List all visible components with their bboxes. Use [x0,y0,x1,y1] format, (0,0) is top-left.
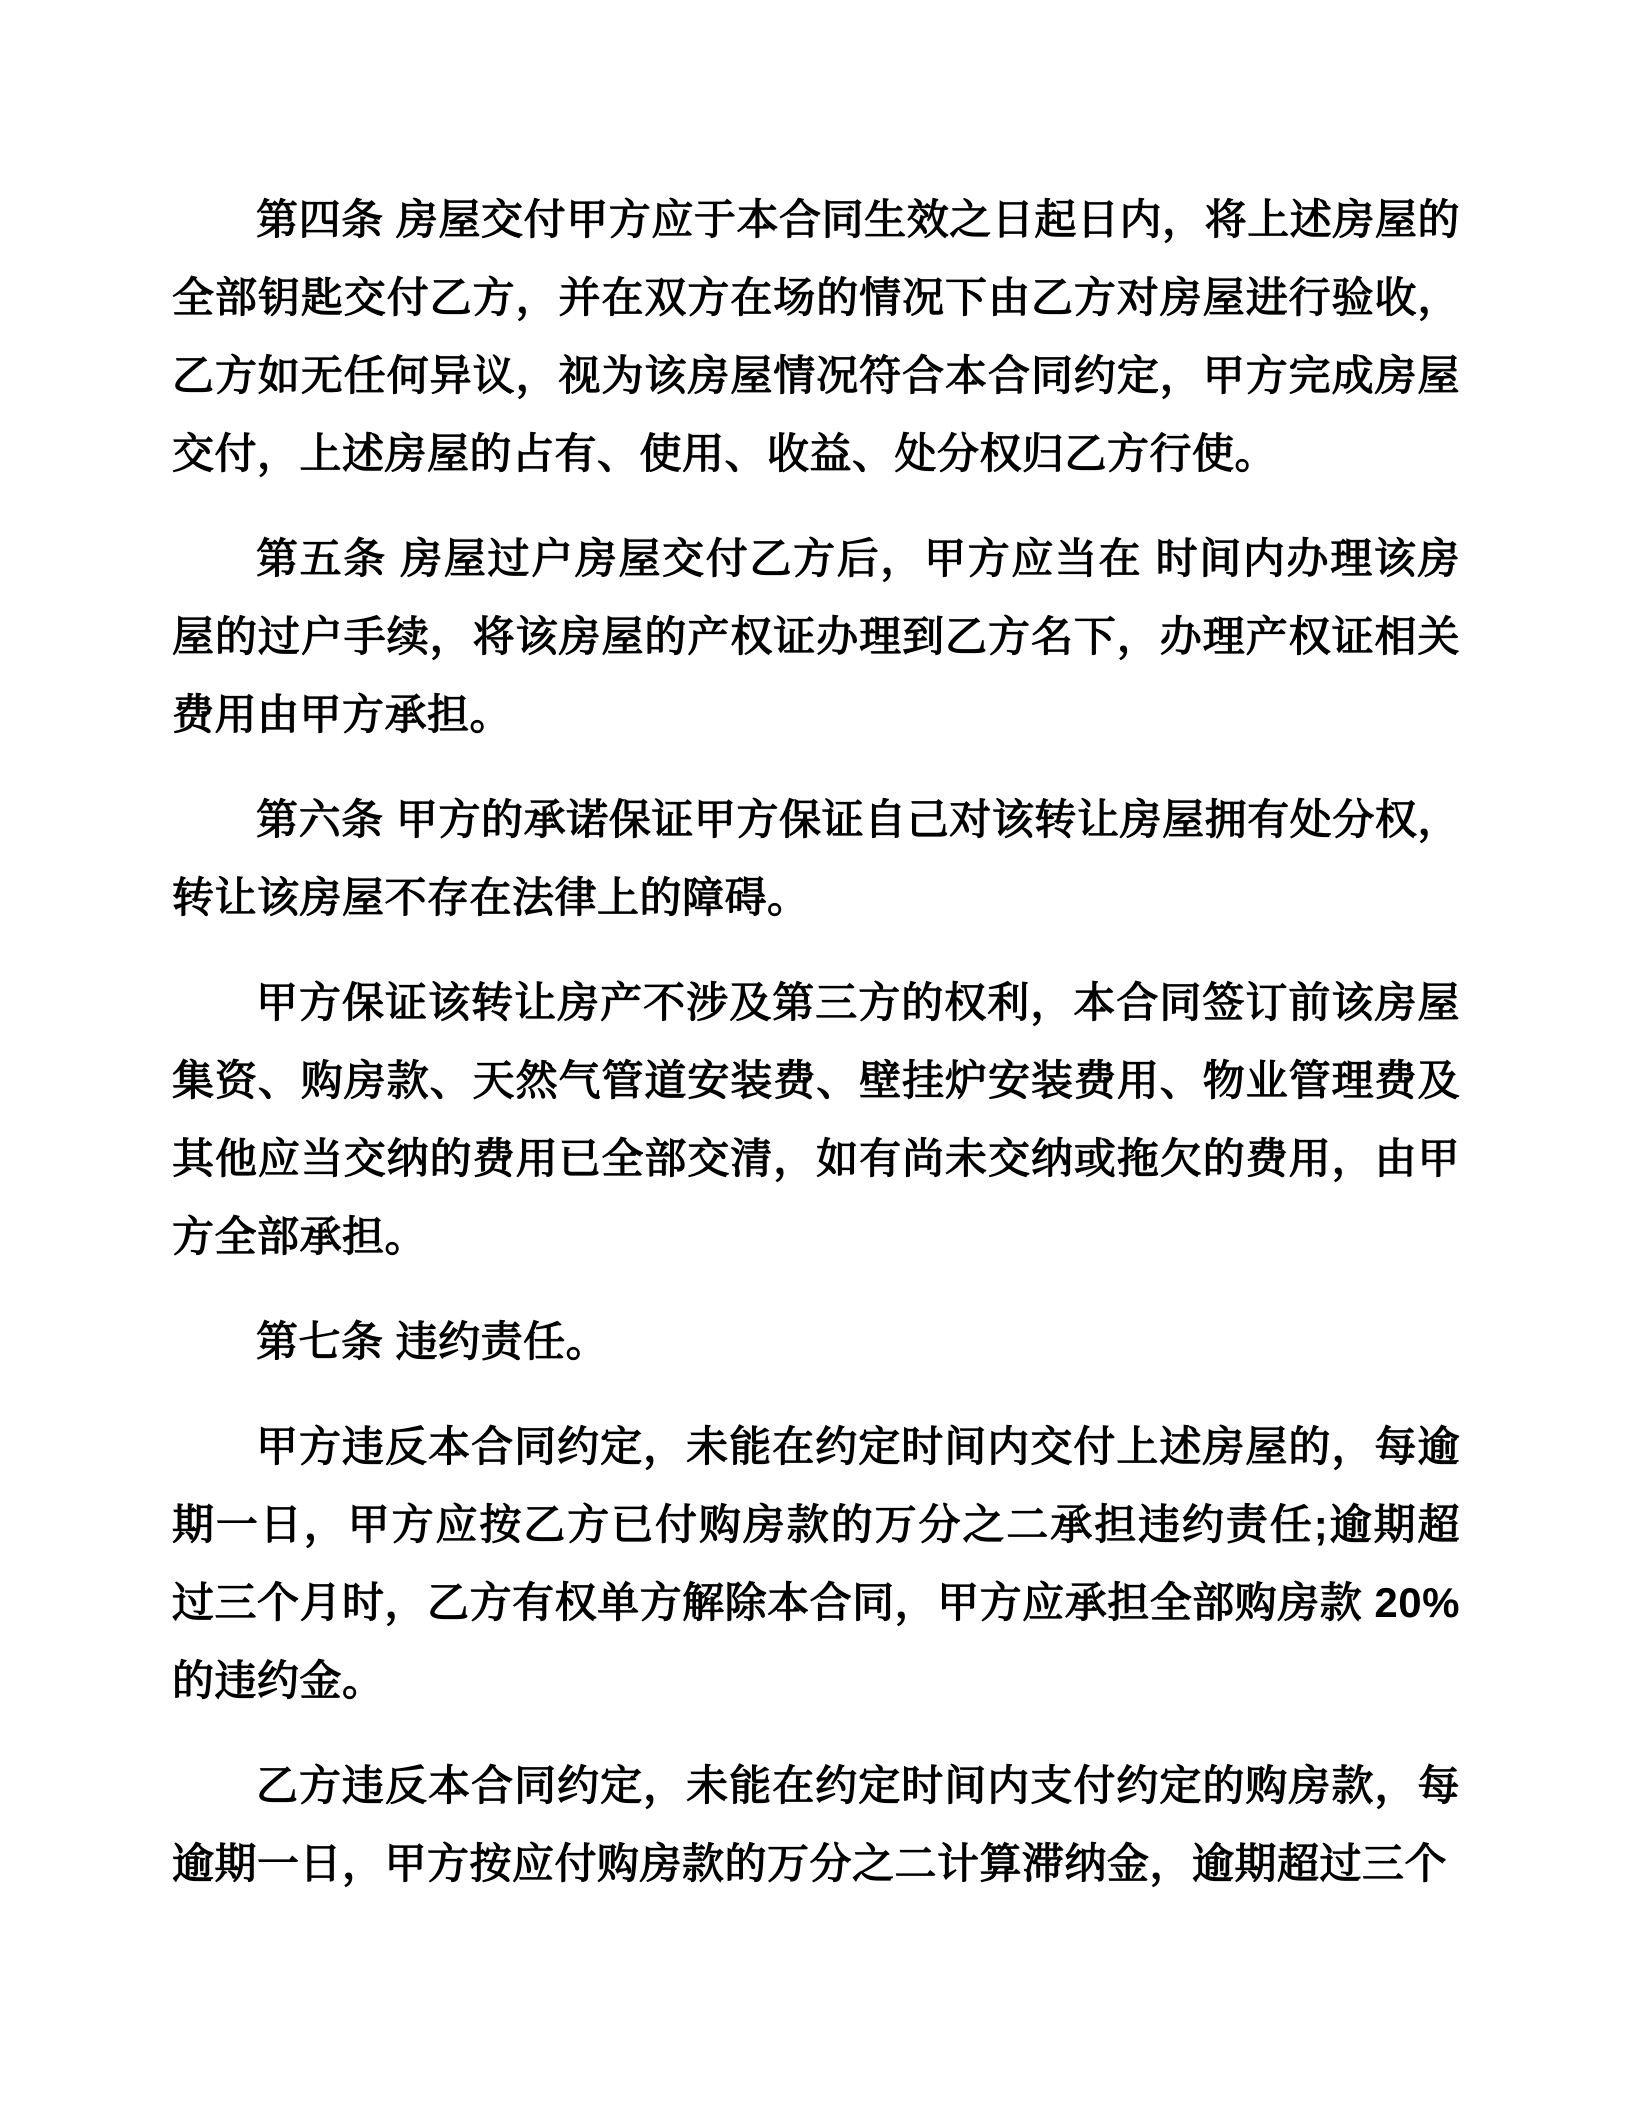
paragraph-clause-7-party-b-breach: 乙方违反本合同约定，未能在约定时间内支付约定的购房款，每逾期一日，甲方按应付购房款的万分之二计算滞纳金，逾期超过三个 [172,1762,1460,1887]
paragraph-clause-4-house-delivery: 第四条 房屋交付甲方应于本合同生效之日起日内，将上述房屋的全部钥匙交付乙方，并在双方在场的情况下由乙方对房屋进行验收，乙方如无任何异议，视为该房屋情况符合本合同约定，甲方完成房屋交付，上述房屋的占有、使用、收益、处分权归乙方行使。 [172,196,1460,477]
paragraph-clause-7-party-a-breach: 甲方违反本合同约定，未能在约定时间内交付上述房屋的，每逾期一日，甲方应按乙方已付购房款的万分之二承担违约责任;逾期超过三个月时，乙方有权单方解除本合同，甲方应承担全部购房款 20%的违约金。 [172,1423,1460,1704]
paragraph-clause-7-breach-liability: 第七条 违约责任。 [256,1318,609,1365]
paragraph-clause-6-warranty-fees: 甲方保证该转让房产不涉及第三方的权利，本合同签订前该房屋集资、购房款、天然气管道安装费、壁挂炉安装费用、物业管理费及其他应当交纳的费用已全部交清，如有尚未交纳或拖欠的费用，由甲方全部承担。 [172,979,1460,1260]
paragraph-clause-6-party-a-warranty: 第六条 甲方的承诺保证甲方保证自己对该转让房屋拥有处分权，转让该房屋不存在法律上的障碍。 [172,796,1460,921]
paragraph-clause-5-ownership-transfer: 第五条 房屋过户房屋交付乙方后，甲方应当在 时间内办理该房屋的过户手续，将该房屋的产权证办理到乙方名下，办理产权证相关费用由甲方承担。 [172,535,1460,738]
contract-body [172,181,1460,1903]
